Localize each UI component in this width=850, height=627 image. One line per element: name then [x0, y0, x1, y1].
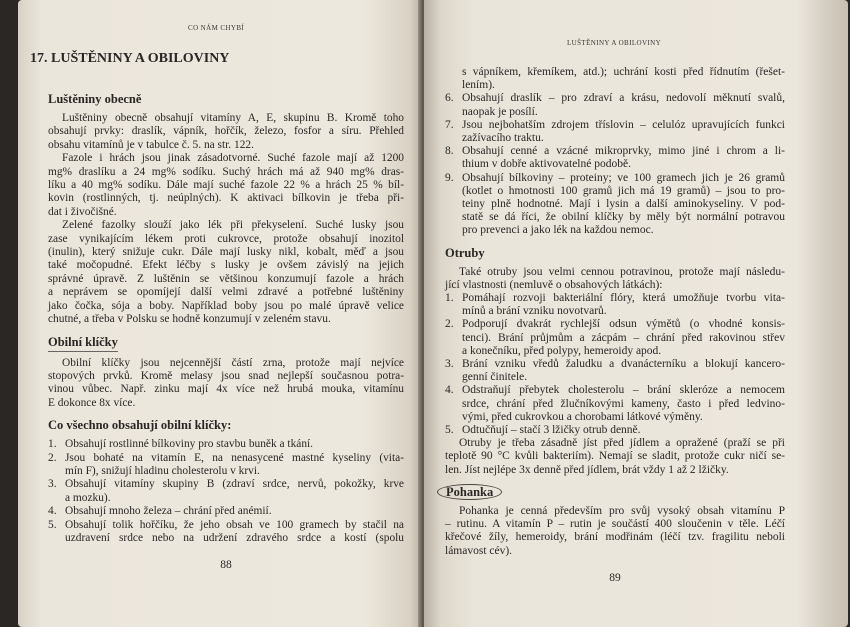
list-item — [445, 172, 785, 238]
section-heading-text: Obilní klíčky — [48, 335, 118, 352]
text-line: mg% draslíku a 24 mg% sodíku. Suchý hrách má až 940 mg% dras- — [48, 165, 404, 178]
right-page-body — [445, 66, 785, 558]
list-item — [48, 452, 404, 479]
text-line: Brání vzniku vředů žaludku a dvanácterníku a blokují kancero- — [462, 358, 785, 371]
text-line: obsahují prvky: draslík, vápník, hořčík, železo, fosfor a síru. Přehled — [48, 125, 404, 138]
list-number: 3. — [445, 358, 454, 371]
list-item — [445, 358, 785, 384]
section-heading-text: Otruby — [445, 245, 485, 260]
text-line: jako čočka, sója a boby. Například boby jsou po malé úpravě velice — [48, 299, 404, 312]
list-item — [445, 292, 785, 318]
section-heading-text: Luštěniny obecně — [48, 92, 142, 106]
text-line: Obsahují mnoho železa – chrání před anémií. — [65, 505, 272, 518]
list-number: 8. — [445, 145, 454, 158]
text-line: líku a 40 mg% sodíku. Dále mají suché fazole 22 % a hrách 25 % bíl- — [48, 179, 404, 192]
text-line: jící vlastnosti (nemluvě o obsahových látkách): — [445, 278, 663, 291]
right-book-page — [424, 0, 848, 627]
chapter-title: 17. LUŠTĚNINY A OBILOVINY — [30, 51, 230, 66]
text-line: křečové žíly, hemeroidy, brání modřinám (léčí tzv. fragilitu neboli — [445, 531, 785, 544]
text-line: Obsahují cenné a vzácné mikroprvky, mimo jiné i chrom a li- — [462, 145, 785, 158]
text-line: teplotě 90 °C kvůli bakteriím). Nemají se sladit, protože cukr ničí se- — [445, 450, 785, 463]
page-number: 88 — [220, 559, 232, 572]
list-number: 5. — [48, 518, 57, 531]
paragraph — [445, 266, 785, 292]
list-item — [445, 318, 785, 358]
text-line: (inulin), který snižuje cukr. Dále mají lusky nikl, kobalt, měď a jsou — [48, 246, 404, 259]
text-line: uzdravení srdce nebo na udržení zdravého srdce a kostí (spolu — [65, 531, 404, 544]
text-line: Obilní klíčky jsou nejcennější částí zrna, protože mají nejvíce — [62, 356, 404, 369]
paragraph — [48, 112, 404, 152]
text-line: stopových prvků. Kromě melasy jsou snad nejlepší současnou potra- — [48, 369, 404, 382]
text-line: lením). — [462, 79, 495, 92]
section-heading — [48, 335, 404, 352]
text-line: E dokonce 8x více. — [48, 396, 136, 409]
text-line: také močopudné. Efekt léčby s lusky je ovšem závislý na jejich — [48, 259, 404, 272]
text-line: Zelené fazolky slouží jako lék při překyselení. Suché lusky jsou — [62, 219, 404, 232]
text-line: chutné, a třeba v Polsku se hodně konzumují v zeleném stavu. — [48, 313, 331, 326]
list-item — [445, 119, 785, 145]
section-heading — [445, 485, 785, 500]
list-number: 4. — [445, 384, 454, 397]
text-line: Pomáhají rozvoji bakteriální flóry, která umožňuje tvorbu vita- — [462, 292, 785, 305]
paragraph — [48, 357, 404, 411]
text-line: obsahu vitamínů je v tabulce č. 5. na str. 122. — [48, 138, 254, 151]
text-line: teiny plně hodnotné. Mají i lysin a další aminokyseliny. V pod- — [462, 198, 785, 211]
paragraph — [48, 219, 404, 326]
text-line: len. Jíst nejlépe 3x denně před jídlem, brát vždy 1 až 2 lžičky. — [445, 463, 729, 476]
text-line: vinou vůbec. Např. zinku mají 4x více než hrubá mouka, vitamínu — [48, 383, 404, 396]
right-page-text — [445, 66, 785, 585]
text-line: Jsou bohaté na vitamín E, na nenasycené mastné kyseliny (vita- — [65, 451, 404, 464]
list-item — [48, 438, 404, 451]
section-heading-text: Pohanka — [437, 484, 502, 500]
text-line: dat i živočišné. — [48, 205, 117, 218]
list-item — [445, 92, 785, 118]
text-line: správné úpravě. Z luštěnin se většinou konzumují fazole a hrách — [48, 272, 404, 285]
text-line: tenci). Brání průjmům a zácpám – chrání před rakovinou střev — [462, 331, 785, 344]
text-line: s vápníkem, křemíkem, atd.); uchrání kosti před řídnutím (řešet- — [462, 66, 785, 78]
text-line: srdce, chrání před žlučníkovými kameny, často i před ledvino- — [462, 397, 785, 410]
text-line: Odstraňují přebytek cholesterolu – brání skleróze a nemocem — [462, 384, 785, 397]
list-number: 7. — [445, 118, 454, 131]
text-line: a neprávem se opomíjejí další velmi zdravé a potřebné luštěniny — [48, 286, 404, 299]
section-heading — [445, 246, 785, 261]
text-line: naopak je posílí. — [462, 105, 538, 118]
text-line: kovin (rostlinných, tj. neúplných). K aktivaci bílkovin je třeba při- — [48, 192, 404, 205]
left-page-body — [48, 92, 404, 545]
text-line: Obsahují vitamíny skupiny B (zdraví srdce, nervů, pokožky, krve — [65, 478, 404, 491]
text-line: zažívacího traktu. — [462, 132, 544, 145]
paragraph — [48, 152, 404, 219]
left-book-page — [18, 0, 422, 627]
text-line: Jsou nejbohatším zdrojem tříslovin – celulóz upravujících funkci — [462, 118, 785, 131]
text-line: lámavost cév). — [445, 544, 513, 557]
list-item — [48, 478, 404, 505]
list-item — [445, 145, 785, 171]
section-heading-text: Co všechno obsahují obilní klíčky: — [48, 418, 232, 433]
paragraph — [445, 437, 785, 477]
list-number: 2. — [445, 318, 454, 331]
text-line: Obsahují bílkoviny – proteiny; ve 100 gramech jich je 26 gramů — [462, 171, 785, 184]
text-line: statě se dá říci, že obilní klíčky by měly být normální potravou — [462, 211, 785, 224]
list-number: 4. — [48, 505, 57, 518]
text-line: mínů a brání vzniku novotvarů. — [462, 305, 607, 318]
list-number: 1. — [48, 438, 57, 451]
text-line: (kotlet o hmotnosti 100 gramů jich má 19 gramů) – jsou to pro- — [462, 184, 785, 197]
text-line: a mozku). — [65, 491, 111, 504]
text-line: Pohanka je cenná především pro svůj vysoký obsah vitamínu P — [459, 504, 785, 517]
text-line: vými, před cukrovkou a chorobami látkové výměny. — [462, 410, 703, 423]
list-item — [48, 505, 404, 518]
list-item — [445, 424, 785, 437]
text-line: Fazole i hrách jsou jinak zásadotvorné. Suché fazole mají až 1200 — [62, 152, 404, 165]
running-head: CO NÁM CHYBÍ — [188, 24, 245, 32]
list-item — [445, 384, 785, 424]
text-line: Obsahují tolik hořčíku, že jeho obsah ve 100 gramech by stačil na — [65, 518, 404, 531]
text-line: Obsahují rostlinné bílkoviny pro stavbu buněk a tkání. — [65, 438, 314, 451]
list-number: 6. — [445, 92, 454, 105]
section-heading — [48, 418, 404, 433]
text-line: – rutinu. A vitamín P – rutin je součástí 400 sloučenin v těle. Léčí — [445, 518, 785, 531]
list-number: 5. — [445, 424, 454, 437]
text-line: Odtučňují – stačí 3 lžičky otrub denně. — [462, 424, 641, 437]
text-line: Obsahují draslík – pro zdraví a krásu, nedovolí měknutí svalů, — [462, 92, 785, 105]
text-line: zase vynikajícím lékem proti cukrovce, protože obsahují inozitol — [48, 232, 404, 245]
paragraph — [445, 505, 785, 558]
text-line: mín F), snižují hladinu cholesterolu v krvi. — [65, 464, 260, 477]
left-page-text — [48, 92, 404, 573]
page-number: 89 — [609, 571, 621, 584]
list-item — [445, 66, 785, 92]
text-line: Luštěniny obecně obsahují vitamíny A, E, skupinu B. Kromě toho — [62, 112, 404, 124]
list-number: 3. — [48, 478, 57, 491]
section-heading — [48, 92, 404, 107]
running-head: LUŠTĚNINY A OBILOVINY — [567, 39, 662, 47]
text-line: Podporují dvakrát rychlejší odsun výmětů (o vhodné konsis- — [462, 318, 785, 331]
text-line: Otruby je třeba zásadně jíst před jídlem a opražené (praží se při — [459, 437, 785, 450]
list-number: 1. — [445, 292, 454, 305]
text-line: pro prevenci a jako lék na každou nemoc. — [462, 224, 654, 237]
text-line: a konečníku, před polypy, hemeroidy apod. — [462, 344, 662, 357]
list-item — [48, 519, 404, 546]
text-line: thium v dobře aktivovatelné podobě. — [462, 158, 631, 171]
text-line: genní činitele. — [462, 371, 528, 384]
text-line: Také otruby jsou velmi cennou potravinou, protože mají následu- — [459, 265, 785, 278]
list-number: 9. — [445, 171, 454, 184]
list-number: 2. — [48, 451, 57, 464]
